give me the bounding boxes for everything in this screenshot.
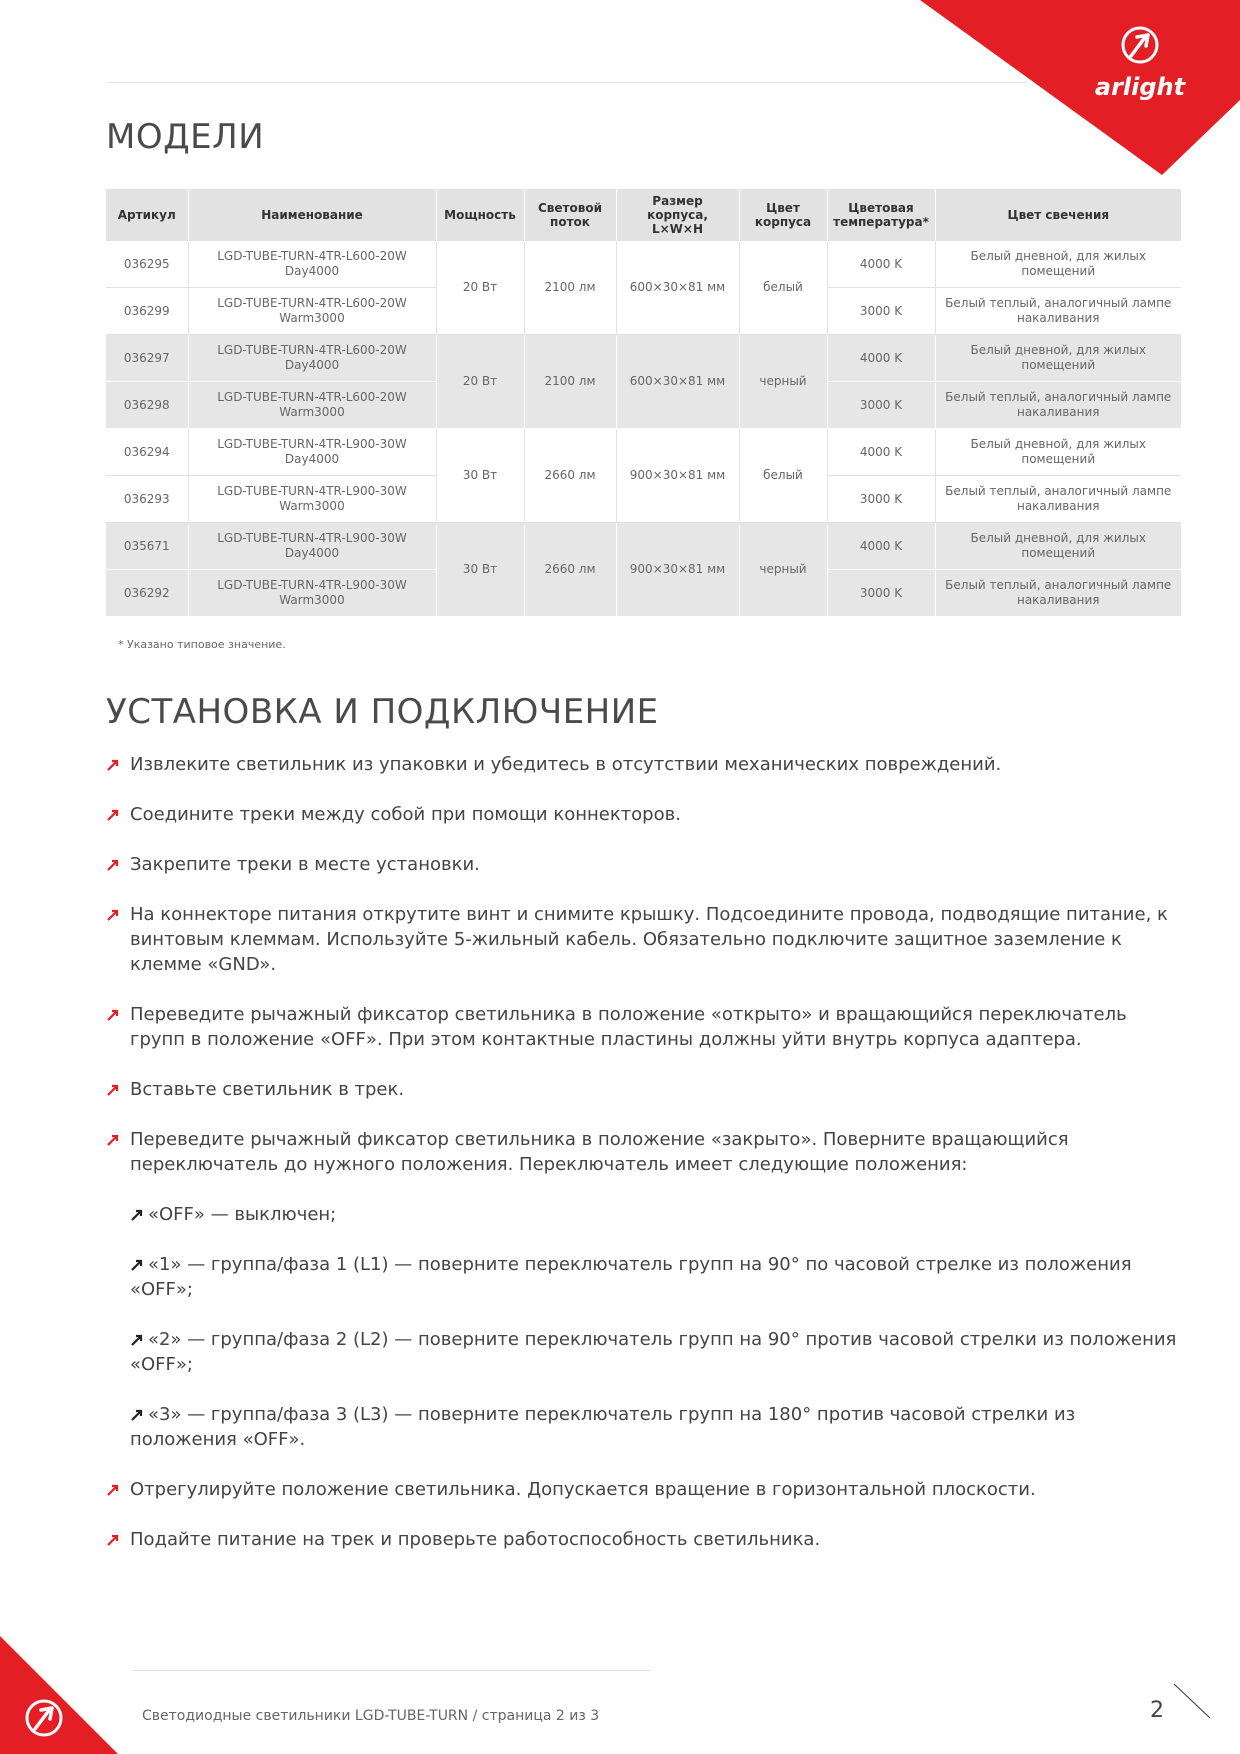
table-row bbox=[106, 241, 1181, 288]
cell-size: 600×30×81 мм bbox=[616, 241, 739, 335]
cell-name: LGD-TUBE-TURN-4TR-L900-30W Warm3000 bbox=[188, 476, 436, 523]
cell-name: LGD-TUBE-TURN-4TR-L600-20W Day4000 bbox=[188, 335, 436, 382]
black-arrow-bullet-icon bbox=[130, 1408, 144, 1422]
list-item bbox=[106, 1202, 1186, 1227]
brand-corner-top-right bbox=[920, 0, 1240, 175]
list-item bbox=[106, 1077, 1186, 1102]
page-slash-decoration bbox=[1172, 1680, 1212, 1720]
install-steps-list bbox=[106, 752, 1186, 1552]
cell-body-color: черный bbox=[739, 523, 827, 617]
table-row bbox=[106, 335, 1181, 382]
step-text: Закрепите треки в месте установки. bbox=[130, 854, 480, 875]
list-item bbox=[106, 1402, 1186, 1452]
models-heading: МОДЕЛИ bbox=[106, 117, 265, 157]
cell-size: 900×30×81 мм bbox=[616, 429, 739, 523]
red-arrow-bullet-icon bbox=[106, 1083, 120, 1097]
cell-temperature: 4000 K bbox=[827, 241, 935, 288]
list-item bbox=[106, 1002, 1186, 1052]
list-item bbox=[106, 1252, 1186, 1302]
cell-temperature: 3000 K bbox=[827, 476, 935, 523]
cell-article: 036299 bbox=[106, 288, 188, 335]
cell-article: 035671 bbox=[106, 523, 188, 570]
cell-glow-color: Белый дневной, для жилых помещений bbox=[935, 523, 1181, 570]
cell-glow-color: Белый дневной, для жилых помещений bbox=[935, 241, 1181, 288]
cell-body-color: черный bbox=[739, 335, 827, 429]
cell-glow-color: Белый теплый, аналогичный лампе накаливания bbox=[935, 476, 1181, 523]
cell-power: 30 Вт bbox=[436, 523, 524, 617]
cell-name: LGD-TUBE-TURN-4TR-L600-20W Warm3000 bbox=[188, 382, 436, 429]
switch-position-text: «3» — группа/фаза 3 (L3) — поверните переключатель групп на 180° против часовой стрелки из положения «OFF». bbox=[130, 1404, 1076, 1450]
list-item bbox=[106, 1127, 1186, 1177]
list-item bbox=[106, 802, 1186, 827]
cell-body-color: белый bbox=[739, 241, 827, 335]
red-arrow-bullet-icon bbox=[106, 1008, 120, 1022]
switch-position-text: «1» — группа/фаза 1 (L1) — поверните переключатель групп на 90° по часовой стрелке из положения «OFF»; bbox=[130, 1254, 1132, 1300]
cell-article: 036292 bbox=[106, 570, 188, 617]
step-text: Переведите рычажный фиксатор светильника в положение «открыто» и вращающийся переключатель групп в положение «OFF». При этом контактные пластины должны уйти внутрь корпуса адаптера. bbox=[130, 1004, 1127, 1050]
cell-glow-color: Белый теплый, аналогичный лампе накаливания bbox=[935, 288, 1181, 335]
table-footnote: * Указано типовое значение. bbox=[118, 638, 286, 651]
cell-power: 30 Вт bbox=[436, 429, 524, 523]
cell-name: LGD-TUBE-TURN-4TR-L900-30W Day4000 bbox=[188, 523, 436, 570]
cell-flux: 2100 лм bbox=[524, 335, 616, 429]
col-header-article: Артикул bbox=[106, 189, 188, 241]
step-text: Извлеките светильник из упаковки и убедитесь в отсутствии механических повреждений. bbox=[130, 754, 1002, 775]
col-header-body-color: Цвет корпуса bbox=[739, 189, 827, 241]
page-number: 2 bbox=[1150, 1698, 1164, 1723]
red-arrow-bullet-icon bbox=[106, 808, 120, 822]
cell-temperature: 3000 K bbox=[827, 288, 935, 335]
red-arrow-bullet-icon bbox=[106, 1133, 120, 1147]
list-item bbox=[106, 1327, 1186, 1377]
table-row bbox=[106, 523, 1181, 570]
cell-article: 036298 bbox=[106, 382, 188, 429]
cell-name: LGD-TUBE-TURN-4TR-L600-20W Day4000 bbox=[188, 241, 436, 288]
cell-flux: 2100 лм bbox=[524, 241, 616, 335]
cell-power: 20 Вт bbox=[436, 335, 524, 429]
cell-article: 036293 bbox=[106, 476, 188, 523]
table-header-row bbox=[106, 189, 1181, 241]
list-item bbox=[106, 902, 1186, 977]
install-heading: УСТАНОВКА И ПОДКЛЮЧЕНИЕ bbox=[106, 692, 659, 732]
col-header-glow-color: Цвет свечения bbox=[935, 189, 1181, 241]
svg-text:arlight: arlight bbox=[1094, 73, 1186, 101]
brand-corner-bottom-left bbox=[0, 1614, 120, 1754]
cell-glow-color: Белый дневной, для жилых помещений bbox=[935, 429, 1181, 476]
cell-flux: 2660 лм bbox=[524, 523, 616, 617]
col-header-name: Наименование bbox=[188, 189, 436, 241]
footer-divider bbox=[133, 1670, 650, 1671]
table-row bbox=[106, 429, 1181, 476]
cell-size: 900×30×81 мм bbox=[616, 523, 739, 617]
list-item bbox=[106, 752, 1186, 777]
step-text: Подайте питание на трек и проверьте работоспособность светильника. bbox=[130, 1529, 821, 1550]
cell-body-color: белый bbox=[739, 429, 827, 523]
cell-glow-color: Белый теплый, аналогичный лампе накаливания bbox=[935, 382, 1181, 429]
black-arrow-bullet-icon bbox=[130, 1208, 144, 1222]
switch-position-text: «OFF» — выключен; bbox=[148, 1204, 337, 1225]
cell-temperature: 4000 K bbox=[827, 429, 935, 476]
red-arrow-bullet-icon bbox=[106, 908, 120, 922]
red-arrow-bullet-icon bbox=[106, 1483, 120, 1497]
col-header-size: Размер корпуса, L×W×H bbox=[616, 189, 739, 241]
cell-flux: 2660 лм bbox=[524, 429, 616, 523]
models-table bbox=[106, 189, 1181, 617]
step-text: Переведите рычажный фиксатор светильника в положение «закрыто». Поверните вращающийся переключатель до нужного положения. Переключатель имеет следующие положения: bbox=[130, 1129, 1069, 1175]
red-arrow-bullet-icon bbox=[106, 858, 120, 872]
cell-temperature: 3000 K bbox=[827, 570, 935, 617]
cell-name: LGD-TUBE-TURN-4TR-L600-20W Warm3000 bbox=[188, 288, 436, 335]
step-text: Отрегулируйте положение светильника. Допускается вращение в горизонтальной плоскости. bbox=[130, 1479, 1036, 1500]
cell-article: 036295 bbox=[106, 241, 188, 288]
cell-glow-color: Белый дневной, для жилых помещений bbox=[935, 335, 1181, 382]
list-item bbox=[106, 1527, 1186, 1552]
cell-article: 036294 bbox=[106, 429, 188, 476]
col-header-temperature: Цветовая температура* bbox=[827, 189, 935, 241]
cell-size: 600×30×81 мм bbox=[616, 335, 739, 429]
cell-temperature: 4000 K bbox=[827, 523, 935, 570]
col-header-flux: Световой поток bbox=[524, 189, 616, 241]
step-text: На коннекторе питания открутите винт и снимите крышку. Подсоедините провода, подводящие питание, к винтовым клеммам. Используйте 5-жильный кабель. Обязательно подключите защитное заземление к клемме «GND». bbox=[130, 904, 1168, 975]
black-arrow-bullet-icon bbox=[130, 1333, 144, 1347]
step-text: Соедините треки между собой при помощи коннекторов. bbox=[130, 804, 681, 825]
red-arrow-bullet-icon bbox=[106, 1533, 120, 1547]
cell-name: LGD-TUBE-TURN-4TR-L900-30W Day4000 bbox=[188, 429, 436, 476]
list-item bbox=[106, 1477, 1186, 1502]
switch-position-text: «2» — группа/фаза 2 (L2) — поверните переключатель групп на 90° против часовой стрелки из положения «OFF»; bbox=[130, 1329, 1177, 1375]
list-item bbox=[106, 852, 1186, 877]
red-arrow-bullet-icon bbox=[106, 758, 120, 772]
step-text: Вставьте светильник в трек. bbox=[130, 1079, 405, 1100]
black-arrow-bullet-icon bbox=[130, 1258, 144, 1272]
cell-temperature: 3000 K bbox=[827, 382, 935, 429]
top-divider bbox=[107, 82, 1027, 83]
col-header-power: Мощность bbox=[436, 189, 524, 241]
footer-caption: Светодиодные светильники LGD-TUBE-TURN / страница 2 из 3 bbox=[142, 1708, 600, 1724]
cell-article: 036297 bbox=[106, 335, 188, 382]
cell-power: 20 Вт bbox=[436, 241, 524, 335]
cell-temperature: 4000 K bbox=[827, 335, 935, 382]
cell-glow-color: Белый теплый, аналогичный лампе накаливания bbox=[935, 570, 1181, 617]
cell-name: LGD-TUBE-TURN-4TR-L900-30W Warm3000 bbox=[188, 570, 436, 617]
